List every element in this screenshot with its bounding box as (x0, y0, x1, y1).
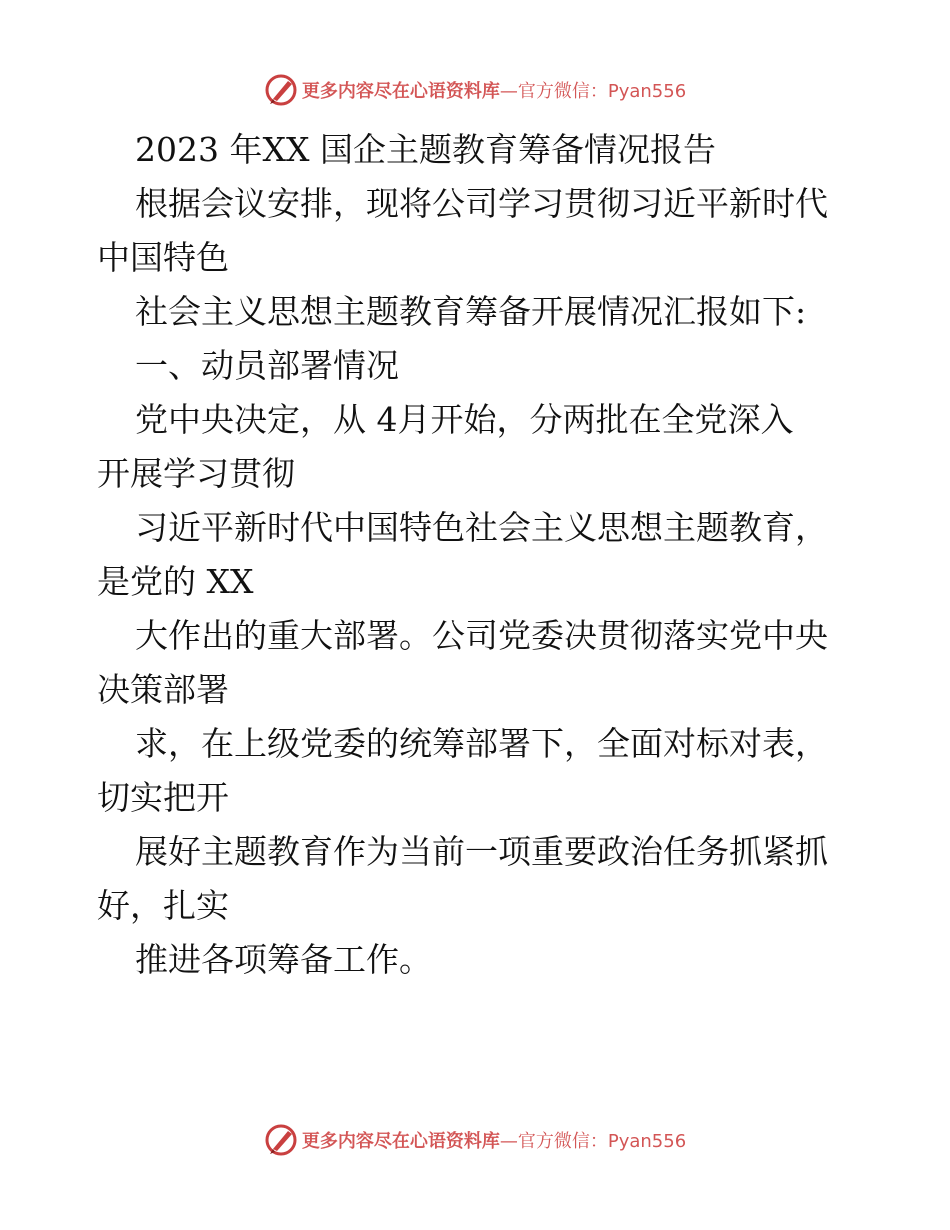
header-watermark-banner (0, 70, 950, 110)
section-heading: 一、动员部署情况 (135, 346, 399, 385)
paragraph-line: 大作出的重大部署。公司党委决贯彻落实党中央 决策部署 (97, 616, 828, 709)
paragraph-line: 推进各项筹备工作。 (135, 940, 432, 979)
document-body (97, 123, 857, 987)
pen-logo-icon (264, 1123, 298, 1157)
paragraph-line: 社会主义思想主题教育筹备开展情况汇报如下: (135, 292, 807, 331)
paragraph-line: 根据会议安排，现将公司学习贯彻习近平新时代 中国特色 (97, 184, 828, 277)
paragraph-line: 求，在上级党委的统筹部署下，全面对标对表， 切实把开 (97, 724, 828, 817)
document-title: 2023 年XX 国企主题教育筹备情况报告 (135, 130, 716, 169)
banner-text: 更多内容尽在心语资料库—官方微信：Pyan556 (301, 81, 687, 102)
pen-logo-icon (264, 73, 298, 107)
banner-text: 更多内容尽在心语资料库—官方微信：Pyan556 (301, 1131, 687, 1152)
paragraph-line: 习近平新时代中国特色社会主义思想主题教育， 是党的 XX (97, 508, 828, 601)
footer-watermark-banner (0, 1120, 950, 1160)
paragraph-line: 展好主题教育作为当前一项重要政治任务抓紧抓 好，扎实 (97, 832, 828, 925)
paragraph-line: 党中央决定，从 4月开始，分两批在全党深入 开展学习贯彻 (97, 400, 794, 493)
